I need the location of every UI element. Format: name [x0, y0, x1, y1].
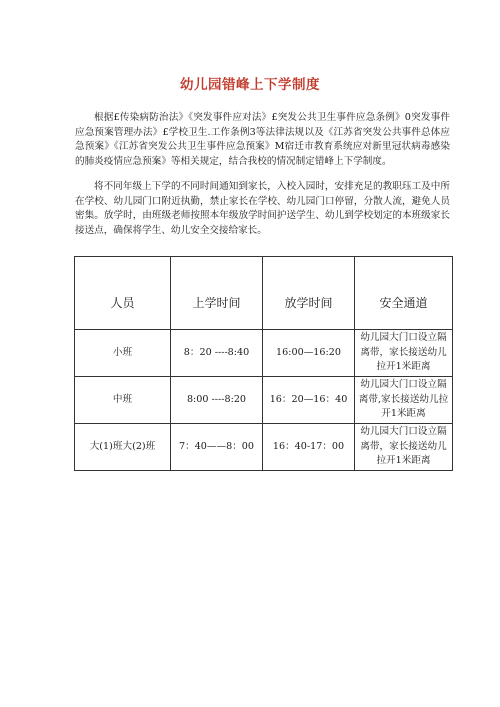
arrival-time-cell: 8:00 ----8:20 [171, 377, 263, 424]
document-title: 幼儿园错峰上下学制度 [180, 77, 320, 94]
table-row [75, 330, 453, 377]
safety-channel-cell: 幼儿园大门口设立隔离带，家长接送幼儿拉开1米距离 [355, 424, 453, 471]
header-safety-channel: 安全通道 [355, 257, 453, 330]
arrival-time-cell: 7：40——8：00 [171, 424, 263, 471]
dismissal-time-cell: 16：40-17：00 [263, 424, 355, 471]
dismissal-time-cell: 16:00—16:20 [263, 330, 355, 377]
header-personnel: 人员 [75, 257, 171, 330]
schedule-table [74, 256, 453, 471]
dismissal-time-cell: 16：20—16：40 [263, 377, 355, 424]
class-name-cell: 小班 [75, 330, 171, 377]
safety-channel-cell: 幼儿园大门口设立隔离带,家长接送幼儿拉开1米距离 [355, 377, 453, 424]
header-arrival-time: 上学时间 [171, 257, 263, 330]
table-row [75, 377, 453, 424]
table-row [75, 424, 453, 471]
header-dismissal-time: 放学时间 [263, 257, 355, 330]
paragraph-legal-basis: 根据£传染病防治法》《突发事件应对法》£突发公共卫生事件应急条例》0突发事件应急预案管理办法》£学校卫生.工作条例3等法律法规以及《江苏省突发公共事件总体应急预案》《江苏省突发公共卫生事件应急预案》M宿迁市教育系统应对新里冠状病毒感染的肺炎疫情应急预案》等相关规定，结合我校的情况制定错峰上下学制度。 [75, 112, 450, 167]
arrival-time-cell: 8：20 ----8:40 [171, 330, 263, 377]
class-name-cell: 中班 [75, 377, 171, 424]
class-name-cell: 大(1)班大(2)班 [75, 424, 171, 471]
paragraph-arrangement: 将不同年级上下学的不同时间通知到家长，入校入园时，安排充足的教职珏工及中所在学校、幼儿园门口附近执勤，禁止家长在学校、幼儿园门口停留，分散人流，避免人员密集。放学时，由班级老师按照本年级放学时间护送学生、幼儿到学校划定的本班级家长接送点，确保将学生、幼儿安全交接给家长。 [75, 181, 450, 236]
safety-channel-cell: 幼儿园大门口设立隔离带，家长接送幼儿拉开1米距离 [355, 330, 453, 377]
table-header-row [75, 257, 453, 330]
